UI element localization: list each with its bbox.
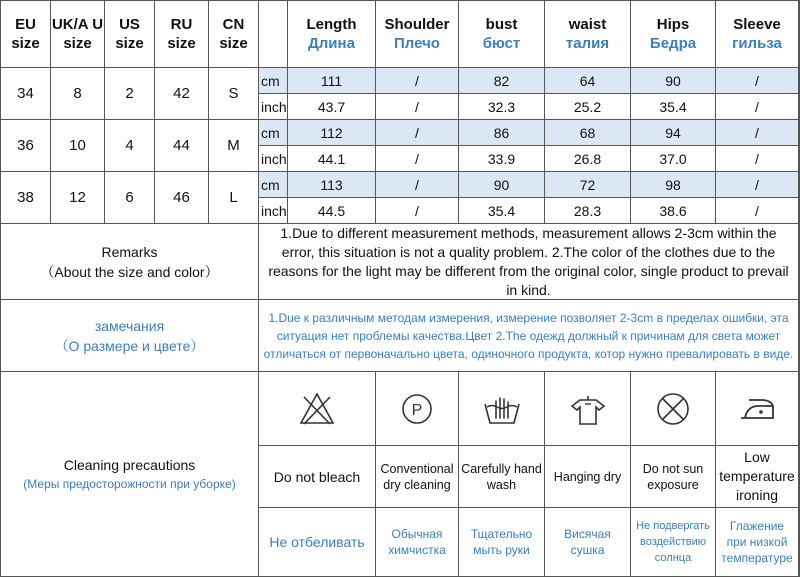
care-label-en: Low temperature ironing bbox=[716, 446, 799, 508]
care-label-en: Hanging dry bbox=[545, 446, 631, 508]
eu-size-value: 38 bbox=[1, 172, 51, 224]
remarks-label-title: Remarks bbox=[101, 243, 158, 260]
header-waist bbox=[545, 1, 631, 68]
remarks-label-subtitle: （About the size and color） bbox=[40, 263, 219, 280]
ru-size-value: 42 bbox=[155, 68, 209, 120]
unit-inch: inch bbox=[259, 94, 288, 120]
measure-cell: 68 bbox=[545, 120, 631, 146]
ru-size-value: 44 bbox=[155, 120, 209, 172]
cn-size-value: M bbox=[209, 120, 259, 172]
header-hips-ru: Бедра bbox=[649, 35, 697, 52]
header-bust bbox=[459, 1, 545, 68]
measure-cell: / bbox=[376, 94, 459, 120]
eu-size-value: 34 bbox=[1, 68, 51, 120]
remarks-label-ru-subtitle: （О размере и цвете） bbox=[54, 337, 205, 354]
unit-inch: inch bbox=[259, 198, 288, 224]
measure-cell: / bbox=[716, 94, 799, 120]
cleaning-label-ru: (Меры предосторожности при уборке) bbox=[23, 477, 236, 491]
uk-size-value: 8 bbox=[51, 68, 105, 120]
svg-text:P: P bbox=[411, 401, 423, 419]
measure-cell: / bbox=[376, 120, 459, 146]
care-label-ru: Висячая сушка bbox=[545, 508, 631, 576]
header-length-en: Length bbox=[306, 16, 357, 33]
measure-cell: 72 bbox=[545, 172, 631, 198]
unit-inch: inch bbox=[259, 146, 288, 172]
low-iron-icon bbox=[716, 372, 799, 446]
care-label-ru: Тщательно мыть руки bbox=[459, 508, 545, 576]
measure-cell: 26.8 bbox=[545, 146, 631, 172]
header-sleeve-en: Sleeve bbox=[733, 16, 781, 33]
measure-cell: / bbox=[716, 198, 799, 224]
uk-size-value: 12 bbox=[51, 172, 105, 224]
care-label-ru: Обычная химчистка bbox=[376, 508, 459, 576]
care-label-en: Do not sun exposure bbox=[631, 446, 716, 508]
header-ru-size: RU size bbox=[155, 1, 209, 68]
measure-cell: 64 bbox=[545, 68, 631, 94]
measure-cell: 111 bbox=[288, 68, 376, 94]
measure-cell: 90 bbox=[459, 172, 545, 198]
header-length-ru: Длина bbox=[308, 35, 355, 52]
measure-cell: 86 bbox=[459, 120, 545, 146]
measure-cell: / bbox=[716, 146, 799, 172]
measure-cell: / bbox=[716, 172, 799, 198]
measure-cell: 25.2 bbox=[545, 94, 631, 120]
measure-cell: 44.5 bbox=[288, 198, 376, 224]
measure-cell: 38.6 bbox=[631, 198, 716, 224]
header-shoulder bbox=[376, 1, 459, 68]
measure-cell: 82 bbox=[459, 68, 545, 94]
measure-cell: / bbox=[376, 198, 459, 224]
header-hips bbox=[631, 1, 716, 68]
header-length bbox=[288, 1, 376, 68]
hanging-dry-icon bbox=[545, 372, 631, 446]
measure-cell: 35.4 bbox=[631, 94, 716, 120]
cleaning-label-en: Cleaning precautions bbox=[63, 457, 196, 473]
unit-cm: cm bbox=[259, 120, 288, 146]
header-unit-blank bbox=[259, 1, 288, 68]
remarks-label-ru bbox=[1, 300, 259, 372]
remarks-text-ru: 1.Due к различным методам измерения, измерение позволяет 2-3cm в пределах ошибки, эта ситуация нет проблемы качества.Цвет 2.The одежд должный к причинам для света может отличаться от первоначально цвета, одиночного продукта, котор нужно превалировать в виде. bbox=[259, 300, 799, 372]
us-size-value: 6 bbox=[105, 172, 155, 224]
header-sleeve bbox=[716, 1, 799, 68]
remarks-label-ru-title: замечания bbox=[94, 317, 165, 334]
dry-clean-icon bbox=[376, 372, 459, 446]
unit-cm: cm bbox=[259, 68, 288, 94]
header-waist-ru: талия bbox=[565, 35, 610, 52]
remarks-text-en: 1.Due to different measurement methods, measurement allows 2-3cm within the error, this situation is not a quality problem. 2.The color of the clothes due to the reasons for the light may be different from the original color, single product to prevail in kind. bbox=[259, 224, 799, 300]
measure-cell: 94 bbox=[631, 120, 716, 146]
measure-cell: / bbox=[716, 120, 799, 146]
unit-cm: cm bbox=[259, 172, 288, 198]
measure-cell: 90 bbox=[631, 68, 716, 94]
header-uk-size: UK/A U size bbox=[51, 1, 105, 68]
care-label-ru: Не подвергать воздействию солнца bbox=[631, 508, 716, 576]
measure-cell: / bbox=[376, 146, 459, 172]
header-bust-ru: бюст bbox=[482, 35, 521, 52]
care-label-en: Carefully hand wash bbox=[459, 446, 545, 508]
measure-cell: 112 bbox=[288, 120, 376, 146]
measure-cell: 43.7 bbox=[288, 94, 376, 120]
header-hips-en: Hips bbox=[656, 16, 690, 33]
header-us-size: US size bbox=[105, 1, 155, 68]
hand-wash-icon bbox=[459, 372, 545, 446]
cn-size-value: S bbox=[209, 68, 259, 120]
care-label-ru: Глажение при низкой температуре bbox=[716, 508, 799, 576]
measure-cell: 37.0 bbox=[631, 146, 716, 172]
measure-cell: / bbox=[376, 172, 459, 198]
cleaning-precautions-label bbox=[1, 372, 259, 576]
care-label-en: Conventional dry cleaning bbox=[376, 446, 459, 508]
header-waist-en: waist bbox=[568, 16, 607, 33]
no-bleach-icon bbox=[259, 372, 376, 446]
header-bust-en: bust bbox=[485, 16, 518, 33]
us-size-value: 2 bbox=[105, 68, 155, 120]
measure-cell: 98 bbox=[631, 172, 716, 198]
remarks-label bbox=[1, 224, 259, 300]
ru-size-value: 46 bbox=[155, 172, 209, 224]
header-cn-size: CN size bbox=[209, 1, 259, 68]
eu-size-value: 36 bbox=[1, 120, 51, 172]
header-shoulder-ru: Плечо bbox=[394, 35, 440, 52]
uk-size-value: 10 bbox=[51, 120, 105, 172]
measure-cell: 28.3 bbox=[545, 198, 631, 224]
care-label-ru: Не отбеливать bbox=[259, 508, 376, 576]
measure-cell: / bbox=[376, 68, 459, 94]
cn-size-value: L bbox=[209, 172, 259, 224]
measure-cell: / bbox=[716, 68, 799, 94]
care-label-en: Do not bleach bbox=[259, 446, 376, 508]
measure-cell: 35.4 bbox=[459, 198, 545, 224]
header-sleeve-ru: гильза bbox=[732, 35, 782, 52]
header-shoulder-en: Shoulder bbox=[384, 16, 450, 33]
us-size-value: 4 bbox=[105, 120, 155, 172]
measure-cell: 44.1 bbox=[288, 146, 376, 172]
no-sun-icon bbox=[631, 372, 716, 446]
measure-cell: 33.9 bbox=[459, 146, 545, 172]
measure-cell: 32.3 bbox=[459, 94, 545, 120]
header-eu-size: EU size bbox=[1, 1, 51, 68]
measure-cell: 113 bbox=[288, 172, 376, 198]
